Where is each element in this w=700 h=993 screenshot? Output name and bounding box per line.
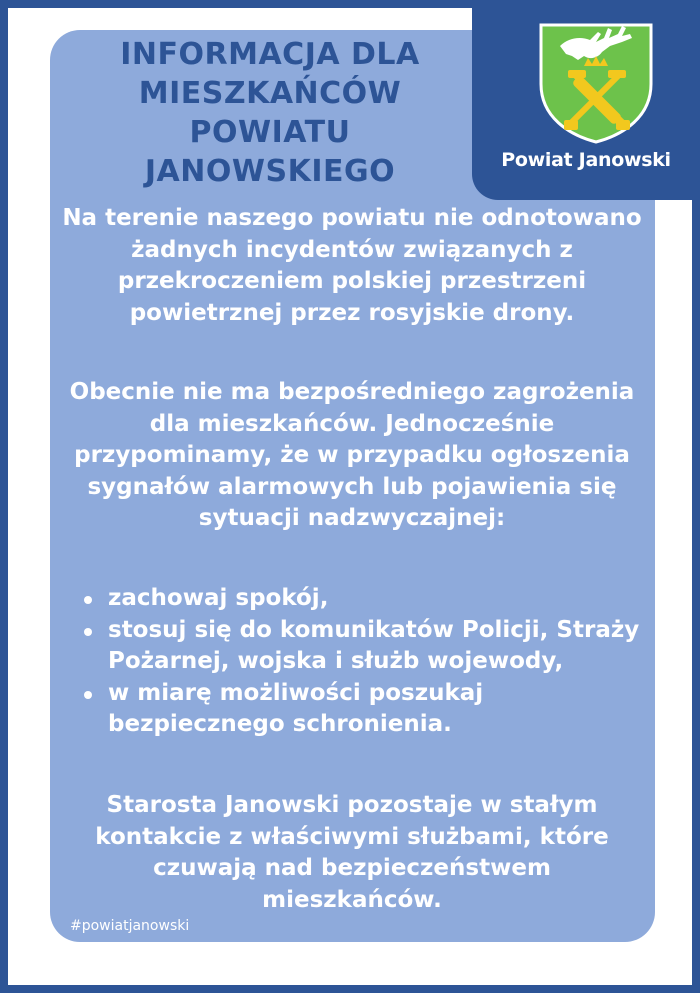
paragraph-no-incidents: Na terenie naszego powiatu nie odnotowano żadnych incydentów związanych z przekroczeniem polskiej przestrzeni powietrznej przez rosyjskie drony. — [62, 205, 642, 326]
logo-caption: Powiat Janowski — [501, 149, 671, 171]
logo-panel — [472, 0, 700, 200]
list-item: w miarę możliwości poszukaj bezpiecznego schronienia. — [80, 678, 640, 741]
hashtag: #powiatjanowski — [70, 918, 190, 934]
instructions-list — [80, 583, 640, 741]
paragraph-no-threat: Obecnie nie ma bezpośredniego zagrożenia dla mieszkańców. Jednocześnie przypominamy, że w przypadku ogłoszenia sygnałów alarmowych lub pojawienia się sytuacji nadzwyczajnej: — [69, 379, 635, 531]
paragraph-starosta: Starosta Janowski pozostaje w stałym kontakcie z właściwymi służbami, które czuwają nad bezpieczeństwem mieszkańców. — [95, 792, 609, 913]
page-title: INFORMACJA DLA MIESZKAŃCÓW POWIATU JANOWSKIEGO — [120, 37, 420, 189]
list-item: stosuj się do komunikatów Policji, Straży Pożarnej, wojska i służb wojewody, — [80, 615, 640, 678]
coat-of-arms-icon — [538, 22, 654, 144]
list-item: zachowaj spokój, — [80, 583, 640, 615]
